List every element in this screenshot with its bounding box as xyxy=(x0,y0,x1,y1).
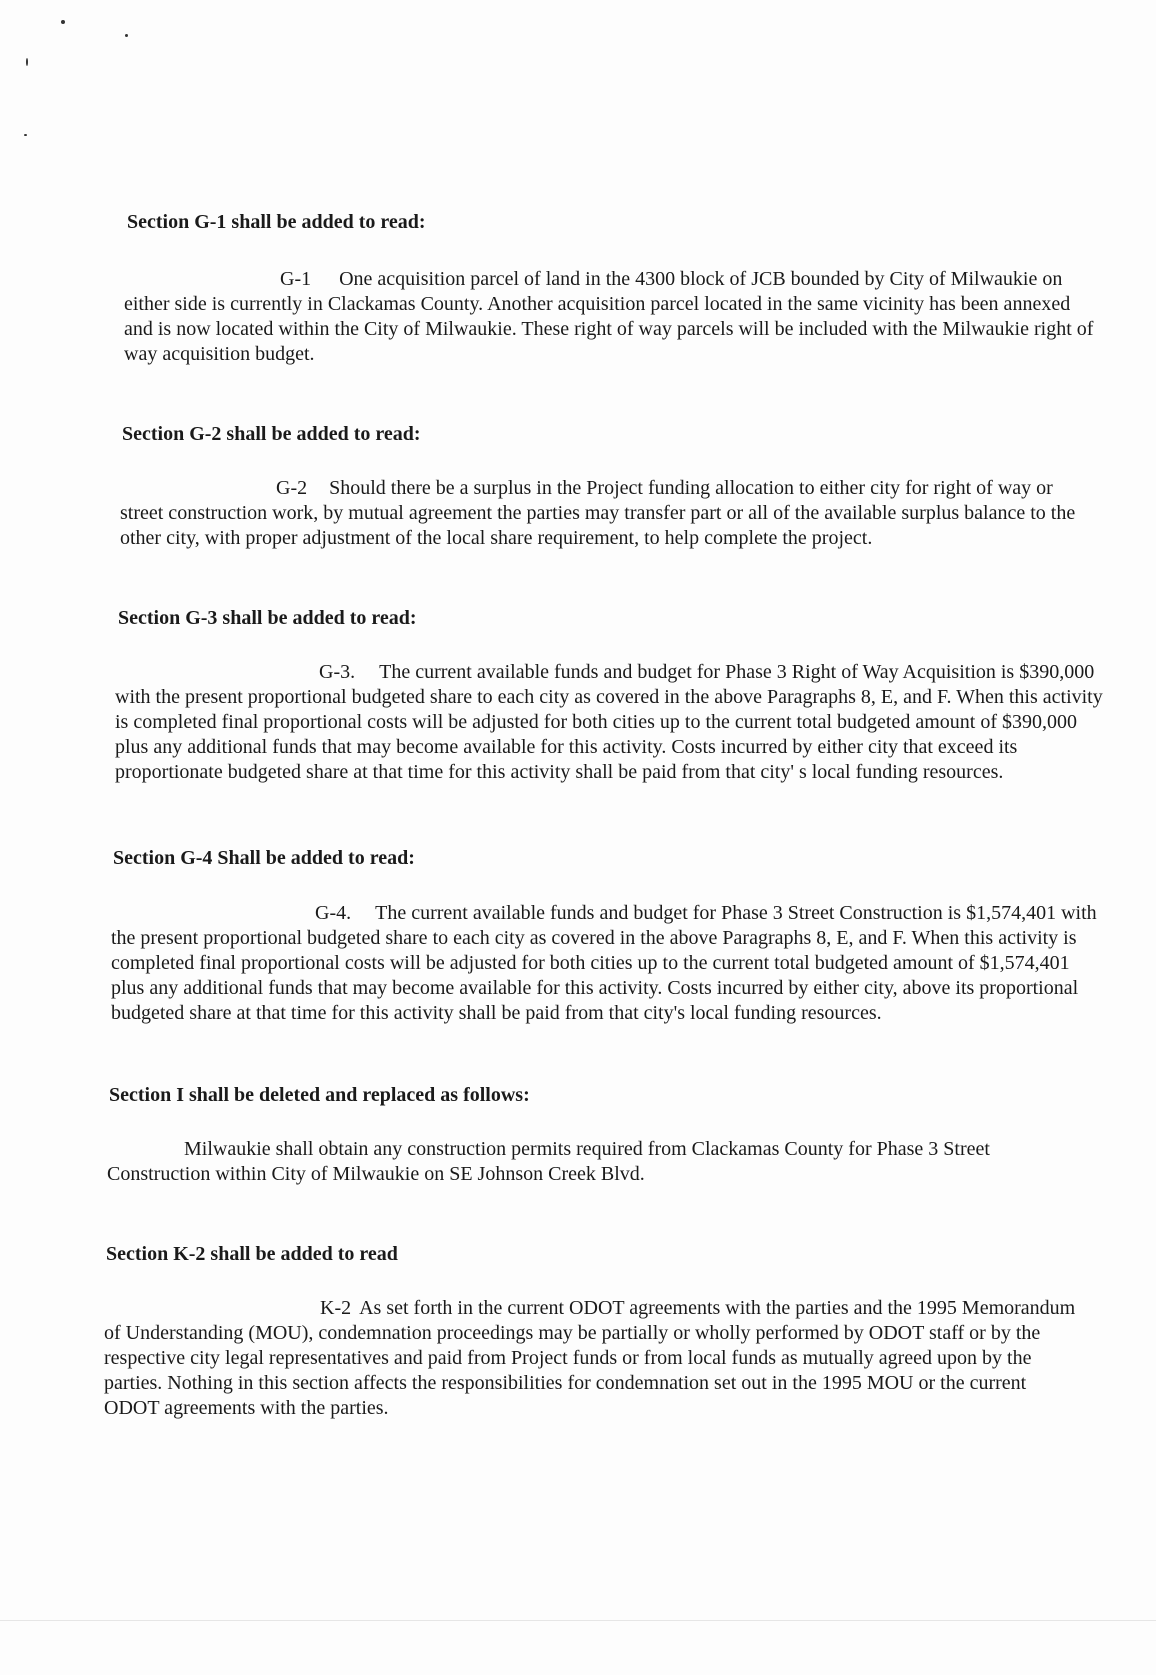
section-heading-g2: Section G-2 shall be added to read: xyxy=(122,423,421,445)
scan-speck xyxy=(26,58,28,66)
section-text-i: Milwaukie shall obtain any construction permits required from Clackamas County for Phase 3 Street Construction within City of Milwaukie on SE Johnson Creek Blvd. xyxy=(107,1138,990,1185)
section-number-g3: G-3. xyxy=(319,661,356,683)
section-body-k2 xyxy=(104,1296,1082,1421)
scan-speck xyxy=(24,134,27,136)
section-body-g2 xyxy=(120,476,1098,551)
section-body-i xyxy=(107,1137,1087,1187)
section-text-g2: Should there be a surplus in the Project funding allocation to either city for right of way or street construction work, by mutual agreement the parties may transfer part or all of the available surplus balance to the other city, with proper adjustment of the local share requirement, to help complete the project. xyxy=(120,477,1076,549)
section-text-g1: One acquisition parcel of land in the 4300 block of JCB bounded by City of Milwaukie on either side is currently in Clackamas County. Another acquisition parcel located in the same vicinity has been annexed and is now located within the City of Milwaukie. These right of way parcels will be included with the Milwaukie right of way acquisition budget. xyxy=(124,268,1094,365)
section-text-g3: The current available funds and budget for Phase 3 Right of Way Acquisition is $390,000 with the present proportional budgeted share to each city as covered in the above Paragraphs 8, E, and F. When this activity is completed final proportional costs will be adjusted for both cities up to the current total budgeted amount of $390,000 plus any additional funds that may become available for this activity. Costs incurred by either city that exceed its proportionate budgeted share at that time for this activity shall be paid from that city' s local funding resources. xyxy=(115,661,1103,783)
scan-speck xyxy=(61,20,65,24)
section-heading-i: Section I shall be deleted and replaced as follows: xyxy=(109,1084,530,1106)
section-number-g4: G-4. xyxy=(315,902,352,924)
section-number-g1: G-1 xyxy=(280,268,312,290)
section-body-g3 xyxy=(115,660,1105,785)
section-heading-g4: Section G-4 Shall be added to read: xyxy=(113,847,415,869)
section-heading-g1: Section G-1 shall be added to read: xyxy=(127,211,426,233)
scan-speck xyxy=(125,34,128,37)
section-text-g4: The current available funds and budget for Phase 3 Street Construction is $1,574,401 with the present proportional budgeted share to each city as covered in the above Paragraphs 8, E, and F. When this activity is completed final proportional costs will be adjusted for both cities up to the current total budgeted amount of $1,574,401 plus any additional funds that may become available for this activity. Costs incurred by either city, above its proportional budgeted share at that time for this activity shall be paid from that city's local funding resources. xyxy=(111,902,1097,1024)
section-number-g2: G-2 xyxy=(276,477,308,499)
section-heading-g3: Section G-3 shall be added to read: xyxy=(118,607,417,629)
section-body-g1 xyxy=(124,267,1102,367)
section-heading-k2: Section K-2 shall be added to read xyxy=(106,1243,398,1265)
scan-edge-line xyxy=(0,1620,1156,1621)
section-body-g4 xyxy=(111,901,1103,1026)
section-text-k2: As set forth in the current ODOT agreements with the parties and the 1995 Memorandum of Understanding (MOU), condemnation proceedings may be partially or wholly performed by ODOT staff or by the respective city legal representatives and paid from Project funds or from local funds as mutually agreed upon by the parties. Nothing in this section affects the responsibilities for condemnation set out in the 1995 MOU or the current ODOT agreements with the parties. xyxy=(104,1297,1076,1419)
section-number-k2: K-2 xyxy=(320,1297,352,1319)
